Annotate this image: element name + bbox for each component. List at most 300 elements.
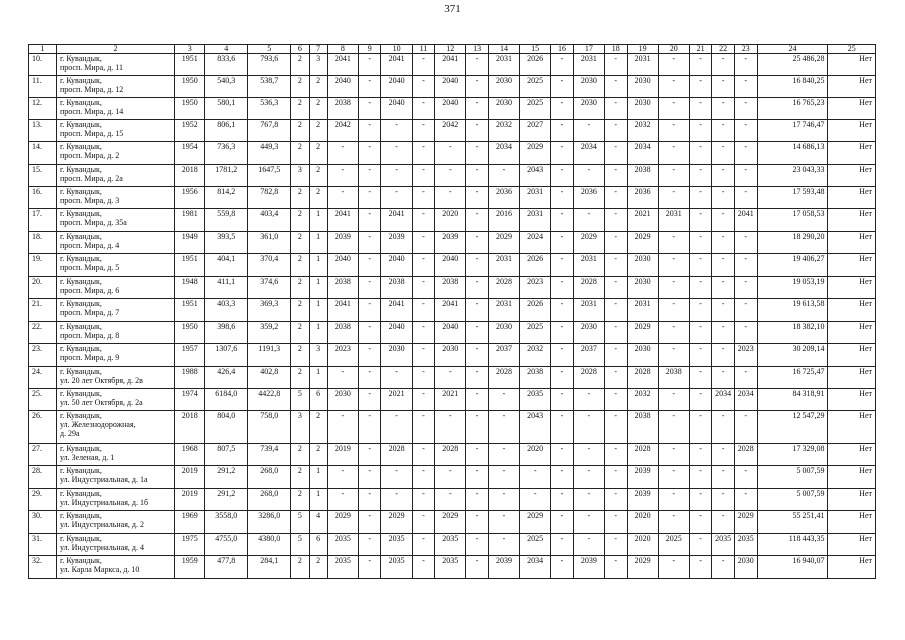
value-cell: 2 bbox=[291, 54, 309, 76]
value-cell: 2031 bbox=[658, 209, 689, 232]
value-cell: 1951 bbox=[175, 54, 205, 76]
column-number: 24 bbox=[757, 45, 828, 54]
value-cell: 3286,0 bbox=[248, 511, 291, 534]
value-cell: - bbox=[734, 254, 757, 277]
value-cell: 1968 bbox=[175, 444, 205, 466]
value-cell: 2039 bbox=[435, 232, 466, 254]
status-cell: Нет bbox=[828, 98, 876, 120]
table-row bbox=[29, 277, 876, 299]
value-cell: 1952 bbox=[175, 120, 205, 142]
value-cell: - bbox=[734, 322, 757, 344]
value-cell: 2036 bbox=[627, 187, 658, 209]
value-cell: 2 bbox=[291, 232, 309, 254]
value-cell: - bbox=[712, 187, 735, 209]
value-cell: 2038 bbox=[327, 98, 358, 120]
value-cell: - bbox=[466, 556, 489, 579]
value-cell: 2 bbox=[291, 444, 309, 466]
value-cell: 2041 bbox=[435, 299, 466, 322]
value-cell: 374,6 bbox=[248, 277, 291, 299]
value-cell: 2023 bbox=[520, 277, 551, 299]
row-number-cell: 10. bbox=[29, 54, 57, 76]
value-cell: 2028 bbox=[627, 444, 658, 466]
value-cell: 2028 bbox=[573, 367, 604, 389]
value-cell: - bbox=[573, 389, 604, 411]
value-cell: - bbox=[435, 489, 466, 511]
status-cell: Нет bbox=[828, 54, 876, 76]
value-cell: - bbox=[604, 389, 627, 411]
value-cell: 2035 bbox=[381, 556, 412, 579]
value-cell: - bbox=[358, 389, 381, 411]
value-cell: 6 bbox=[309, 534, 327, 556]
value-cell: - bbox=[658, 98, 689, 120]
row-number-cell: 22. bbox=[29, 322, 57, 344]
value-cell: - bbox=[358, 444, 381, 466]
value-cell: 1307,6 bbox=[205, 344, 248, 367]
address-cell: г. Кувандык, просп. Мира, д. 14 bbox=[56, 98, 174, 120]
address-cell: г. Кувандык, ул. Индустриальная, д. 4 bbox=[56, 534, 174, 556]
table-row bbox=[29, 411, 876, 444]
value-cell: 814,2 bbox=[205, 187, 248, 209]
row-number-cell: 24. bbox=[29, 367, 57, 389]
value-cell: - bbox=[658, 444, 689, 466]
value-cell: 2031 bbox=[520, 187, 551, 209]
cost-cell: 16 840,25 bbox=[757, 76, 828, 98]
cost-cell: 16 725,47 bbox=[757, 367, 828, 389]
value-cell: - bbox=[573, 489, 604, 511]
status-cell: Нет bbox=[828, 344, 876, 367]
housing-register-table bbox=[28, 44, 876, 579]
value-cell: 1647,5 bbox=[248, 165, 291, 187]
value-cell: 1 bbox=[309, 322, 327, 344]
status-cell: Нет bbox=[828, 209, 876, 232]
status-cell: Нет bbox=[828, 120, 876, 142]
value-cell: 2029 bbox=[627, 322, 658, 344]
value-cell: - bbox=[488, 389, 519, 411]
row-number-cell: 31. bbox=[29, 534, 57, 556]
cost-cell: 118 443,35 bbox=[757, 534, 828, 556]
value-cell: 1956 bbox=[175, 187, 205, 209]
value-cell: 2034 bbox=[488, 142, 519, 165]
value-cell: - bbox=[734, 489, 757, 511]
value-cell: 2035 bbox=[327, 556, 358, 579]
value-cell: - bbox=[604, 187, 627, 209]
status-cell: Нет bbox=[828, 165, 876, 187]
status-cell: Нет bbox=[828, 466, 876, 489]
value-cell: - bbox=[466, 367, 489, 389]
value-cell: - bbox=[358, 367, 381, 389]
value-cell: - bbox=[358, 322, 381, 344]
value-cell: 2025 bbox=[520, 534, 551, 556]
value-cell: - bbox=[658, 411, 689, 444]
value-cell: - bbox=[551, 209, 574, 232]
value-cell: - bbox=[381, 120, 412, 142]
page-number: 371 bbox=[444, 3, 461, 15]
value-cell: - bbox=[573, 120, 604, 142]
row-number-cell: 25. bbox=[29, 389, 57, 411]
value-cell: - bbox=[466, 511, 489, 534]
table-row bbox=[29, 344, 876, 367]
cost-cell: 19 053,19 bbox=[757, 277, 828, 299]
value-cell: - bbox=[358, 556, 381, 579]
value-cell: 2041 bbox=[327, 209, 358, 232]
value-cell: - bbox=[412, 556, 435, 579]
row-number-cell: 12. bbox=[29, 98, 57, 120]
value-cell: - bbox=[689, 120, 712, 142]
column-number: 10 bbox=[381, 45, 412, 54]
value-cell: 2 bbox=[291, 98, 309, 120]
address-cell: г. Кувандык, ул. Индустриальная, д. 2 bbox=[56, 511, 174, 534]
value-cell: 2040 bbox=[381, 76, 412, 98]
row-number-cell: 18. bbox=[29, 232, 57, 254]
value-cell: 2 bbox=[291, 76, 309, 98]
row-number-cell: 17. bbox=[29, 209, 57, 232]
value-cell: - bbox=[734, 367, 757, 389]
address-cell: г. Кувандык, просп. Мира, д. 9 bbox=[56, 344, 174, 367]
value-cell: 1959 bbox=[175, 556, 205, 579]
value-cell: 5 bbox=[291, 389, 309, 411]
status-cell: Нет bbox=[828, 187, 876, 209]
cost-cell: 84 318,91 bbox=[757, 389, 828, 411]
value-cell: 2021 bbox=[381, 389, 412, 411]
value-cell: 2031 bbox=[573, 299, 604, 322]
value-cell: 1951 bbox=[175, 254, 205, 277]
value-cell: 1969 bbox=[175, 511, 205, 534]
value-cell: - bbox=[412, 489, 435, 511]
value-cell: - bbox=[412, 444, 435, 466]
column-number: 19 bbox=[627, 45, 658, 54]
value-cell: 2025 bbox=[520, 76, 551, 98]
value-cell: - bbox=[604, 98, 627, 120]
cost-cell: 23 043,33 bbox=[757, 165, 828, 187]
value-cell: - bbox=[734, 411, 757, 444]
table-row bbox=[29, 534, 876, 556]
value-cell: 2029 bbox=[734, 511, 757, 534]
value-cell: - bbox=[658, 54, 689, 76]
value-cell: - bbox=[358, 344, 381, 367]
value-cell: - bbox=[551, 534, 574, 556]
value-cell: 2039 bbox=[381, 232, 412, 254]
row-number-cell: 32. bbox=[29, 556, 57, 579]
value-cell: - bbox=[734, 187, 757, 209]
value-cell: 2020 bbox=[520, 444, 551, 466]
value-cell: - bbox=[466, 489, 489, 511]
value-cell: 4755,0 bbox=[205, 534, 248, 556]
address-cell: г. Кувандык, просп. Мира, д. 3 bbox=[56, 187, 174, 209]
value-cell: 2040 bbox=[435, 98, 466, 120]
row-number-cell: 30. bbox=[29, 511, 57, 534]
value-cell: 2031 bbox=[627, 299, 658, 322]
value-cell: - bbox=[466, 54, 489, 76]
value-cell: 2 bbox=[291, 187, 309, 209]
value-cell: - bbox=[712, 556, 735, 579]
value-cell: 767,8 bbox=[248, 120, 291, 142]
value-cell: 3 bbox=[291, 165, 309, 187]
value-cell: - bbox=[358, 142, 381, 165]
value-cell: 2029 bbox=[520, 511, 551, 534]
value-cell: 4380,0 bbox=[248, 534, 291, 556]
value-cell: - bbox=[358, 254, 381, 277]
value-cell: 370,4 bbox=[248, 254, 291, 277]
value-cell: - bbox=[604, 54, 627, 76]
value-cell: - bbox=[689, 511, 712, 534]
table-row bbox=[29, 322, 876, 344]
value-cell: - bbox=[327, 489, 358, 511]
value-cell: - bbox=[412, 322, 435, 344]
value-cell: - bbox=[488, 489, 519, 511]
value-cell: 2038 bbox=[435, 277, 466, 299]
value-cell: 2019 bbox=[175, 466, 205, 489]
value-cell: - bbox=[412, 511, 435, 534]
value-cell: 2026 bbox=[520, 299, 551, 322]
value-cell: - bbox=[734, 277, 757, 299]
value-cell: - bbox=[712, 466, 735, 489]
value-cell: - bbox=[689, 466, 712, 489]
value-cell: 580,1 bbox=[205, 98, 248, 120]
value-cell: - bbox=[689, 367, 712, 389]
value-cell: 559,8 bbox=[205, 209, 248, 232]
value-cell: - bbox=[412, 120, 435, 142]
value-cell: - bbox=[466, 98, 489, 120]
value-cell: 2039 bbox=[488, 556, 519, 579]
value-cell: 2037 bbox=[488, 344, 519, 367]
value-cell: - bbox=[658, 76, 689, 98]
value-cell: - bbox=[412, 277, 435, 299]
value-cell: - bbox=[689, 54, 712, 76]
value-cell: - bbox=[435, 411, 466, 444]
value-cell: - bbox=[327, 165, 358, 187]
value-cell: 2042 bbox=[435, 120, 466, 142]
value-cell: - bbox=[604, 367, 627, 389]
value-cell: - bbox=[604, 411, 627, 444]
value-cell: 398,6 bbox=[205, 322, 248, 344]
table-row bbox=[29, 76, 876, 98]
value-cell: - bbox=[381, 187, 412, 209]
value-cell: - bbox=[604, 511, 627, 534]
value-cell: 2038 bbox=[658, 367, 689, 389]
value-cell: - bbox=[551, 277, 574, 299]
table-row bbox=[29, 444, 876, 466]
address-cell: г. Кувандык, просп. Мира, д. 7 bbox=[56, 299, 174, 322]
value-cell: - bbox=[604, 299, 627, 322]
value-cell: - bbox=[734, 98, 757, 120]
status-cell: Нет bbox=[828, 76, 876, 98]
value-cell: - bbox=[604, 444, 627, 466]
value-cell: - bbox=[466, 76, 489, 98]
value-cell: 2 bbox=[309, 120, 327, 142]
value-cell: - bbox=[658, 389, 689, 411]
value-cell: 2041 bbox=[327, 54, 358, 76]
value-cell: 2035 bbox=[381, 534, 412, 556]
table-row bbox=[29, 120, 876, 142]
value-cell: - bbox=[658, 254, 689, 277]
value-cell: 2029 bbox=[488, 232, 519, 254]
value-cell: 2 bbox=[291, 489, 309, 511]
value-cell: - bbox=[327, 187, 358, 209]
value-cell: 2030 bbox=[381, 344, 412, 367]
value-cell: - bbox=[689, 98, 712, 120]
value-cell: - bbox=[658, 556, 689, 579]
row-number-cell: 21. bbox=[29, 299, 57, 322]
value-cell: 2043 bbox=[520, 411, 551, 444]
address-cell: г. Кувандык, ул. Индустриальная, д. 1б bbox=[56, 489, 174, 511]
table-row bbox=[29, 232, 876, 254]
value-cell: 2028 bbox=[488, 367, 519, 389]
value-cell: - bbox=[712, 489, 735, 511]
value-cell: 449,3 bbox=[248, 142, 291, 165]
value-cell: 2019 bbox=[175, 489, 205, 511]
value-cell: - bbox=[488, 165, 519, 187]
cost-cell: 25 486,28 bbox=[757, 54, 828, 76]
value-cell: - bbox=[689, 344, 712, 367]
value-cell: 2034 bbox=[712, 389, 735, 411]
value-cell: 2020 bbox=[627, 511, 658, 534]
value-cell: 2030 bbox=[627, 98, 658, 120]
value-cell: 2 bbox=[291, 367, 309, 389]
value-cell: 2 bbox=[291, 254, 309, 277]
value-cell: 268,0 bbox=[248, 466, 291, 489]
value-cell: - bbox=[712, 165, 735, 187]
column-number: 16 bbox=[551, 45, 574, 54]
value-cell: - bbox=[689, 444, 712, 466]
value-cell: 2031 bbox=[520, 209, 551, 232]
status-cell: Нет bbox=[828, 367, 876, 389]
value-cell: 2032 bbox=[520, 344, 551, 367]
value-cell: 2 bbox=[291, 466, 309, 489]
value-cell: - bbox=[551, 322, 574, 344]
table-row bbox=[29, 511, 876, 534]
value-cell: - bbox=[689, 165, 712, 187]
value-cell: - bbox=[412, 411, 435, 444]
value-cell: 2040 bbox=[381, 322, 412, 344]
value-cell: 2039 bbox=[627, 466, 658, 489]
value-cell: - bbox=[551, 489, 574, 511]
address-cell: г. Кувандык, просп. Мира, д. 11 bbox=[56, 54, 174, 76]
value-cell: - bbox=[604, 344, 627, 367]
value-cell: - bbox=[551, 187, 574, 209]
value-cell: - bbox=[689, 389, 712, 411]
value-cell: 1 bbox=[309, 367, 327, 389]
column-number-row bbox=[29, 45, 876, 54]
value-cell: - bbox=[381, 367, 412, 389]
row-number-cell: 19. bbox=[29, 254, 57, 277]
row-number-cell: 13. bbox=[29, 120, 57, 142]
value-cell: - bbox=[466, 444, 489, 466]
column-number: 18 bbox=[604, 45, 627, 54]
status-cell: Нет bbox=[828, 511, 876, 534]
value-cell: - bbox=[358, 120, 381, 142]
value-cell: - bbox=[712, 299, 735, 322]
cost-cell: 17 329,08 bbox=[757, 444, 828, 466]
address-cell: г. Кувандык, просп. Мира, д. 12 bbox=[56, 76, 174, 98]
value-cell: - bbox=[435, 187, 466, 209]
value-cell: - bbox=[358, 534, 381, 556]
value-cell: 2026 bbox=[520, 54, 551, 76]
value-cell: - bbox=[551, 76, 574, 98]
value-cell: 1950 bbox=[175, 98, 205, 120]
value-cell: 2030 bbox=[573, 98, 604, 120]
value-cell: - bbox=[604, 489, 627, 511]
value-cell: - bbox=[658, 344, 689, 367]
value-cell: 284,1 bbox=[248, 556, 291, 579]
value-cell: - bbox=[520, 466, 551, 489]
column-number: 12 bbox=[435, 45, 466, 54]
value-cell: 2030 bbox=[488, 98, 519, 120]
column-number: 9 bbox=[358, 45, 381, 54]
row-number-cell: 20. bbox=[29, 277, 57, 299]
value-cell: - bbox=[551, 299, 574, 322]
cost-cell: 17 746,47 bbox=[757, 120, 828, 142]
value-cell: 2029 bbox=[520, 142, 551, 165]
value-cell: - bbox=[658, 277, 689, 299]
value-cell: - bbox=[689, 277, 712, 299]
value-cell: - bbox=[734, 54, 757, 76]
value-cell: - bbox=[604, 165, 627, 187]
table-row bbox=[29, 54, 876, 76]
value-cell: - bbox=[412, 165, 435, 187]
value-cell: 2036 bbox=[573, 187, 604, 209]
value-cell: - bbox=[658, 120, 689, 142]
row-number-cell: 26. bbox=[29, 411, 57, 444]
value-cell: 2021 bbox=[627, 209, 658, 232]
table-row bbox=[29, 98, 876, 120]
value-cell: - bbox=[551, 165, 574, 187]
value-cell: 1988 bbox=[175, 367, 205, 389]
value-cell: - bbox=[734, 120, 757, 142]
value-cell: 5 bbox=[291, 534, 309, 556]
value-cell: 2030 bbox=[488, 76, 519, 98]
value-cell: 2038 bbox=[381, 277, 412, 299]
value-cell: - bbox=[604, 232, 627, 254]
value-cell: 2028 bbox=[488, 277, 519, 299]
value-cell: - bbox=[658, 232, 689, 254]
value-cell: - bbox=[604, 534, 627, 556]
value-cell: 4 bbox=[309, 511, 327, 534]
value-cell: - bbox=[712, 511, 735, 534]
value-cell: 2 bbox=[309, 187, 327, 209]
value-cell: - bbox=[551, 98, 574, 120]
value-cell: - bbox=[551, 466, 574, 489]
value-cell: 2029 bbox=[573, 232, 604, 254]
value-cell: - bbox=[712, 254, 735, 277]
value-cell: 782,8 bbox=[248, 187, 291, 209]
value-cell: 2025 bbox=[520, 322, 551, 344]
value-cell: - bbox=[734, 299, 757, 322]
value-cell: 2029 bbox=[435, 511, 466, 534]
column-number: 21 bbox=[689, 45, 712, 54]
cost-cell: 19 613,58 bbox=[757, 299, 828, 322]
value-cell: 2040 bbox=[435, 322, 466, 344]
value-cell: - bbox=[466, 165, 489, 187]
value-cell: 2031 bbox=[627, 54, 658, 76]
value-cell: - bbox=[689, 322, 712, 344]
value-cell: 2 bbox=[291, 322, 309, 344]
value-cell: - bbox=[327, 367, 358, 389]
row-number-cell: 16. bbox=[29, 187, 57, 209]
value-cell: 2040 bbox=[381, 98, 412, 120]
value-cell: - bbox=[658, 511, 689, 534]
value-cell: 291,2 bbox=[205, 489, 248, 511]
value-cell: 291,2 bbox=[205, 466, 248, 489]
column-number: 22 bbox=[712, 45, 735, 54]
row-number-cell: 28. bbox=[29, 466, 57, 489]
value-cell: - bbox=[573, 411, 604, 444]
value-cell: - bbox=[604, 277, 627, 299]
value-cell: - bbox=[551, 54, 574, 76]
column-number: 15 bbox=[520, 45, 551, 54]
value-cell: 2030 bbox=[435, 344, 466, 367]
value-cell: 1981 bbox=[175, 209, 205, 232]
value-cell: 2035 bbox=[734, 534, 757, 556]
